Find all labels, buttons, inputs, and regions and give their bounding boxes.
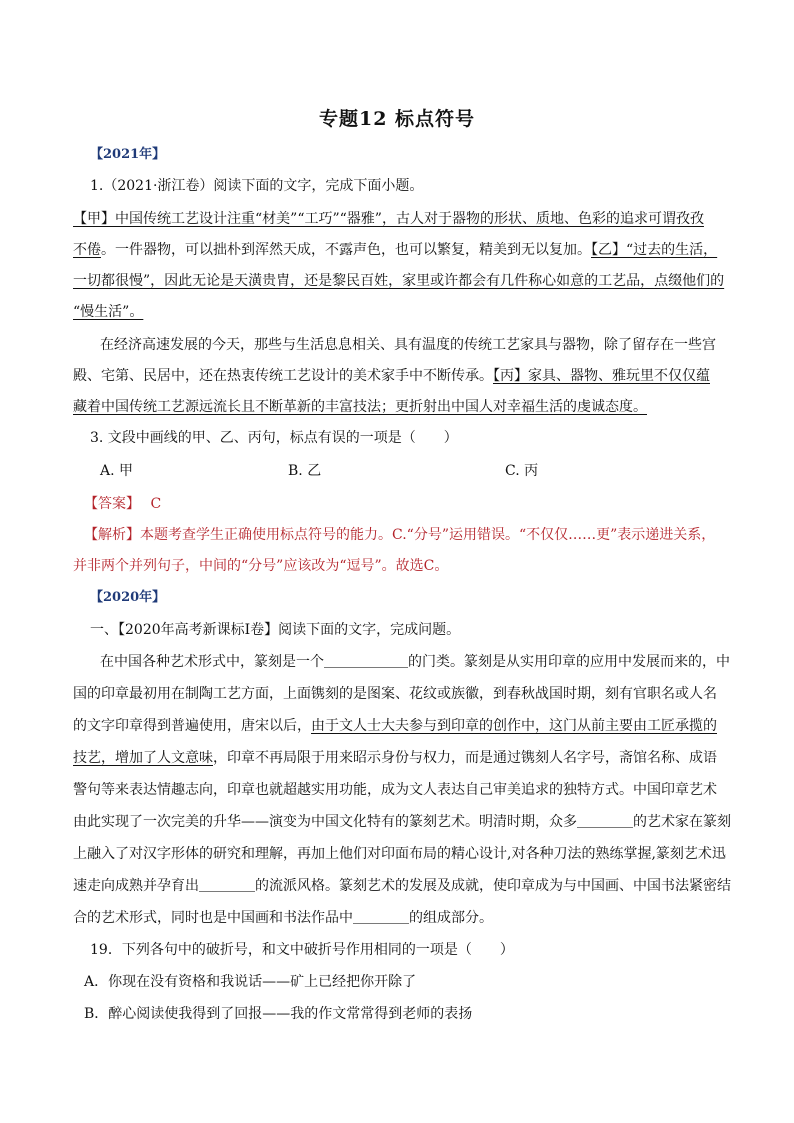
option-a: A. 甲 [100,463,134,479]
passage-line: 国的印章最初用在制陶工艺方面，上面镌刻的是图案、花纹或族徽，到春秋战国时期，刻有官职名或人名 [73,686,717,702]
passage-line: 速走向成熟并孕育出＿＿＿＿的流派风格。篆刻艺术的发展及成就，使印章成为与中国画、中国书法紧密结 [73,878,731,894]
passage-line: 殿、宅第、民居中，还在热衷传统工艺设计的美术家手中不断传承。【丙】家具、器物、雅玩里不仅仅蕴 [73,368,710,384]
passage-line: 由此实现了一次完美的升华——演变为中国文化特有的篆刻艺术。明清时期，众多＿＿＿＿的艺术家在篆刻 [73,814,731,830]
passage-line: 一切都很慢”，因此无论是天潢贵胄，还是黎民百姓，家里或许都会有几件称心如意的工艺品，点缀他们的 [73,273,725,289]
analysis-text: 本题考查学生正确使用标点符号的能力。C.“分号”运用错误。“不仅仅……更”表示递进关系， [140,527,716,543]
passage-line: 【甲】中国传统工艺设计注重“材美”“工巧”“器雅”，古人对于器物的形状、质地、色彩的追求可谓孜孜 [73,211,704,227]
underlined-sentence: 技艺，增加了人文意味 [73,750,213,766]
analysis-text: 并非两个并列句子，中间的“分号”应该改为“逗号”。故选C。 [73,558,449,574]
passage-line: 警句等来表达情趣志向，印章也就超越实用功能，成为文人表达自己审美追求的独特方式。中国印章艺术 [73,782,717,798]
passage-line [73,716,717,736]
passage-line: 在中国各种艺术形式中，篆刻是一个＿＿＿＿＿＿的门类。篆刻是从实用印章的应用中发展而来的，中 [100,654,730,670]
passage-line: 合的艺术形式，同时也是中国画和书法作品中＿＿＿＿的组成部分。 [73,910,493,926]
passage-text: ，印章不再局限于用来昭示身份与权力，而是通过镌刻人名字号，斋馆名称、成语 [213,750,717,766]
analysis-line [84,525,715,545]
option-c: C. 丙 [505,463,539,479]
passage-line [73,748,717,768]
question-intro-2020: 一、【2020年高考新课标Ⅰ卷】阅读下面的文字，完成问题。 [90,622,461,638]
passage-line: “慢生活”。 [73,304,144,320]
passage-line-text: 不倦。一件器物，可以拙朴到浑然天成，不露声色，也可以繁复，精美到无以复加。【乙】“过去的生活， [73,242,718,258]
question-intro-2021: 1.（2021·浙江卷）阅读下面的文字，完成下面小题。 [90,178,424,194]
passage-line: 上融入了对汉字形体的研究和理解，再加上他们对印面布局的精心设计,对各种刀法的熟练掌握,篆刻艺术迅 [73,846,726,862]
question-2020: 19．下列各句中的破折号，和文中破折号作用相同的一项是（ ） [90,942,514,958]
underlined-sentence: 由于文人士大夫参与到印章的创作中，这门从前主要由工匠承揽的 [311,718,717,734]
option-b: B．醉心阅读使我得到了回报——我的作文常常得到老师的表扬 [84,1006,473,1022]
year-heading-2020: 【2020年】 [90,590,166,605]
answer-value: C [150,496,162,512]
passage-line: 在经济高速发展的今天，那些与生活息息相关、具有温度的传统工艺家具与器物，除了留存在一些宫 [100,337,716,353]
passage-line [73,240,717,260]
answer-label: 【答案】 [84,496,140,512]
answer-line [84,494,161,514]
page-title: 专题12 标点符号 [318,108,476,130]
question-2021: 3. 文段中画线的甲、乙、丙句，标点有误的一项是（ ） [90,430,458,446]
passage-text: 的文字印章得到普遍使用，唐宋以后， [73,718,311,734]
option-a: A．你现在没有资格和我说话——矿上已经把你开除了 [84,974,417,990]
year-heading-2021: 【2021年】 [90,147,166,162]
option-b: B. 乙 [288,463,322,479]
analysis-label: 【解析】 [84,527,140,543]
passage-line: 藏着中国传统工艺源远流长且不断革新的丰富技法；更折射出中国人对幸福生活的虔诚态度。 [73,399,647,415]
